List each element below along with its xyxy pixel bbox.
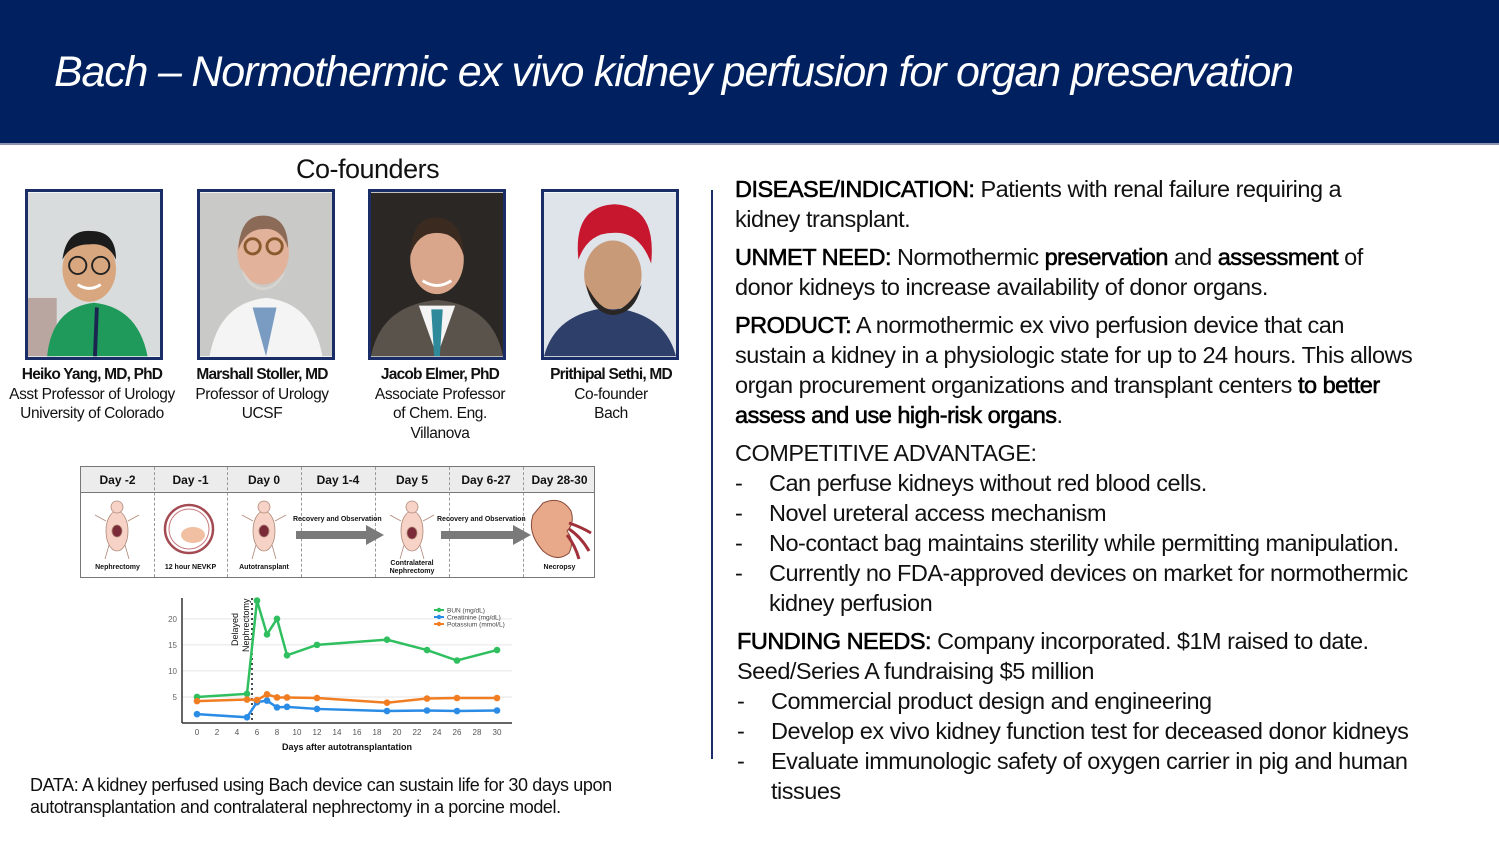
svg-text:Days after autotransplantation: Days after autotransplantation <box>281 742 413 752</box>
svg-text:16: 16 <box>352 728 362 737</box>
svg-text:14: 14 <box>332 728 342 737</box>
section-text: of <box>1338 244 1363 270</box>
timeline-illustrations <box>81 493 596 563</box>
list-item-text: Develop ex vivo kidney function test for deceased donor kidneys <box>771 718 1409 744</box>
list-item <box>737 716 1495 746</box>
arrow-icon <box>441 525 531 545</box>
cofounder-title: Associate Professor <box>374 385 506 403</box>
timeline-day-label: Day 1-4 <box>316 473 360 487</box>
svg-text:30: 30 <box>492 728 502 737</box>
timeline-caption: Contralateral Nephrectomy <box>389 560 435 575</box>
section-text: Company incorporated. $1M raised to date. <box>931 628 1369 654</box>
section-label: UNMET NEED: <box>735 244 891 270</box>
list-item <box>737 686 1495 716</box>
timeline-day-label: Day 0 <box>247 473 281 487</box>
svg-text:15: 15 <box>168 640 177 650</box>
line-chart <box>150 590 520 760</box>
competitive-advantage-section <box>735 438 1495 618</box>
emphasis-text: preservation <box>1044 244 1168 270</box>
section-text: Patients with renal failure requiring a <box>974 176 1342 202</box>
portrait-image <box>28 192 160 357</box>
lab-values-chart <box>150 590 520 760</box>
cofounder-name: Jacob Elmer, PhD <box>380 366 500 383</box>
svg-text:10: 10 <box>168 666 177 676</box>
list-item-text: Novel ureteral access mechanism <box>769 500 1107 526</box>
timeline-arrow-label: Recovery and Observation <box>437 516 526 523</box>
product-section <box>735 310 1495 430</box>
svg-text:Potassium (mmol/L): Potassium (mmol/L) <box>447 621 505 629</box>
data-caption-line: DATA: A kidney perfused using Bach device can sustain life for 30 days upon <box>30 775 612 795</box>
svg-text:26: 26 <box>452 728 462 737</box>
emphasis-text: assessment <box>1217 244 1339 270</box>
cofounder-prithipal-sethi <box>538 365 684 424</box>
cofounder-affiliation: UCSF <box>241 405 283 422</box>
timeline-caption: Nephrectomy <box>95 564 140 571</box>
svg-text:BUN (mg/dL): BUN (mg/dL) <box>447 607 485 615</box>
portrait-image <box>544 192 676 357</box>
slide-title: Bach – Normothermic ex vivo kidney perfusion for organ preservation <box>54 48 1293 96</box>
svg-text:10: 10 <box>292 728 302 737</box>
list-item <box>735 558 1470 618</box>
svg-text:0: 0 <box>194 728 200 737</box>
list-item-text: Can perfuse kidneys without red blood cells. <box>769 470 1207 496</box>
summary-panel <box>735 174 1495 806</box>
pig-icon <box>95 501 139 559</box>
svg-text:Delayed: Delayed <box>230 612 240 646</box>
list-item <box>735 528 1495 558</box>
cofounder-jacob-elmer <box>362 365 518 443</box>
portrait-image <box>371 192 503 357</box>
disease-indication-section <box>735 174 1495 234</box>
svg-text:24: 24 <box>432 728 442 737</box>
list-item <box>735 498 1495 528</box>
timeline-day-label: Day 28-30 <box>531 473 588 487</box>
cofounder-title: Professor of Urology <box>195 385 329 403</box>
list-item-text: Evaluate immunologic safety of oxygen carrier in pig and human tissues <box>771 748 1408 804</box>
bullet-dash: - <box>735 470 743 496</box>
svg-text:6: 6 <box>254 728 260 737</box>
list-item <box>737 746 1472 806</box>
emphasis-text: assess and use high-risk organs <box>735 402 1057 428</box>
section-label: PRODUCT: <box>735 312 852 338</box>
cofounder-heiko-yang <box>5 365 179 424</box>
list-item <box>735 468 1495 498</box>
title-banner <box>0 0 1499 145</box>
photo-heiko-yang <box>25 189 163 360</box>
unmet-need-section <box>735 242 1495 302</box>
svg-text:18: 18 <box>372 728 382 737</box>
section-text: kidney transplant. <box>735 206 911 232</box>
section-text: . <box>1056 402 1063 428</box>
list-item-text: No-contact bag maintains sterility while permitting manipulation. <box>769 530 1399 556</box>
cofounder-affiliation: University of Colorado <box>20 405 164 422</box>
svg-text:12: 12 <box>312 728 322 737</box>
portrait-image <box>200 192 332 357</box>
timeline-caption: Autotransplant <box>239 564 289 571</box>
bullet-dash: - <box>735 500 743 526</box>
svg-text:Creatinine (mg/dL): Creatinine (mg/dL) <box>447 614 501 622</box>
timeline-arrow-label: Recovery and Observation <box>293 516 382 523</box>
arrow-icon <box>296 525 384 545</box>
section-label: FUNDING NEEDS: <box>737 628 932 654</box>
svg-text:28: 28 <box>472 728 482 737</box>
cofounder-title: Asst Professor of Urology <box>9 385 175 403</box>
data-caption <box>30 774 612 818</box>
section-text: A normothermic ex vivo perfusion device that can <box>851 312 1344 338</box>
cofounder-name: Heiko Yang, MD, PhD <box>21 366 163 383</box>
cofounder-affiliation: Bach <box>594 405 628 422</box>
cofounder-affiliation: Villanova <box>410 424 470 442</box>
section-text: sustain a kidney in a physiologic state for up to 24 hours. This allows <box>735 342 1413 368</box>
svg-text:22: 22 <box>412 728 422 737</box>
kidney-icon <box>531 500 591 559</box>
section-label: DISEASE/INDICATION: <box>735 176 975 202</box>
cofounder-department: of Chem. Eng. <box>393 405 487 422</box>
pig-icon <box>390 501 434 559</box>
section-text: and <box>1167 244 1218 270</box>
perfusion-circuit-icon <box>165 505 213 553</box>
svg-text:5: 5 <box>172 692 177 702</box>
section-text: organ procurement organizations and transplant centers <box>735 372 1298 398</box>
photo-marshall-stoller <box>197 189 335 360</box>
timeline-day-label: Day -1 <box>172 473 209 487</box>
study-timeline <box>80 466 595 578</box>
timeline-caption: Necropsy <box>543 564 576 571</box>
photo-jacob-elmer <box>368 189 506 360</box>
svg-text:Nephrectomy: Nephrectomy <box>241 598 251 652</box>
section-text: donor kidneys to increase availability of donor organs. <box>735 274 1268 300</box>
bullet-dash: - <box>737 748 745 774</box>
section-label: COMPETITIVE ADVANTAGE: <box>735 440 1037 466</box>
section-text: Seed/Series A fundraising $5 million <box>737 658 1094 684</box>
pig-icon <box>242 501 286 559</box>
cofounder-name: Prithipal Sethi, MD <box>550 366 672 383</box>
section-text: Normothermic <box>890 244 1045 270</box>
timeline-day-label: Day 6-27 <box>461 473 511 487</box>
svg-text:2: 2 <box>214 728 220 737</box>
bullet-dash: - <box>735 560 743 586</box>
svg-text:20: 20 <box>168 614 177 624</box>
svg-text:20: 20 <box>392 728 402 737</box>
cofounder-title: Co-founder <box>574 385 648 403</box>
timeline-caption: 12 hour NEVKP <box>164 564 217 571</box>
bullet-dash: - <box>737 718 745 744</box>
emphasis-text: to better <box>1297 372 1380 398</box>
bullet-dash: - <box>735 530 743 556</box>
cofounder-name: Marshall Stoller, MD <box>196 366 328 383</box>
vertical-divider <box>711 190 713 759</box>
photo-prithipal-sethi <box>541 189 679 360</box>
timeline-day-label: Day -2 <box>99 473 136 487</box>
svg-text:4: 4 <box>234 728 240 737</box>
funding-needs-section <box>735 626 1495 806</box>
svg-text:8: 8 <box>274 728 280 737</box>
list-item-text: Commercial product design and engineering <box>771 688 1212 714</box>
list-item-text: Currently no FDA-approved devices on market for normothermic kidney perfusion <box>769 560 1408 616</box>
data-caption-line: autotransplantation and contralateral nephrectomy in a porcine model. <box>30 797 561 817</box>
cofounders-heading: Co-founders <box>296 154 440 184</box>
cofounder-marshall-stoller <box>186 365 338 424</box>
timeline-day-label: Day 5 <box>395 473 429 487</box>
bullet-dash: - <box>737 688 745 714</box>
